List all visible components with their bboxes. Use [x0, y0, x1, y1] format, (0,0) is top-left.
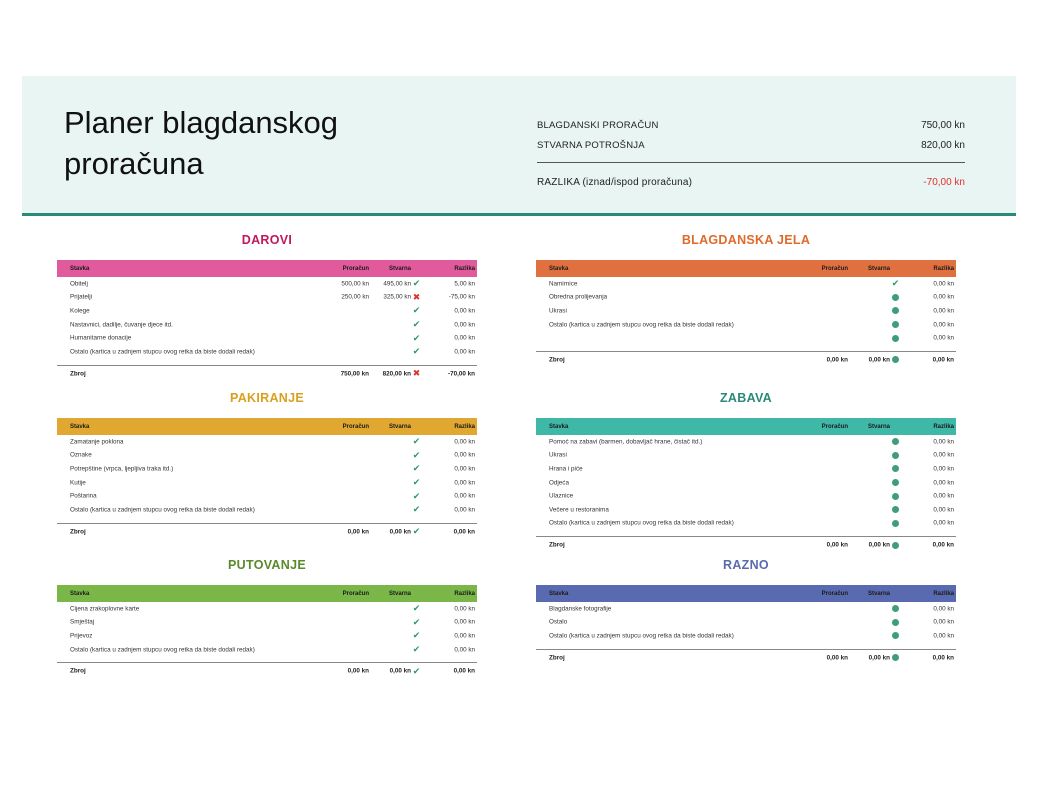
table-row[interactable]	[536, 435, 956, 449]
check-icon: ✔	[412, 504, 421, 515]
cross-icon: ✖	[412, 291, 421, 302]
col-header-actual[interactable]: Stvarna	[388, 423, 411, 430]
section-title: PAKIRANJE	[229, 391, 304, 405]
table-row[interactable]	[536, 602, 956, 616]
row-item[interactable]: Blagdanske fotografije	[549, 605, 612, 613]
check-icon: ✔	[412, 616, 421, 627]
section-title: PUTOVANJE	[228, 558, 306, 572]
actual-label: STVARNA POTROŠNJA	[537, 140, 645, 151]
table-row[interactable]	[57, 489, 477, 503]
row-item[interactable]: Prijevoz	[70, 632, 93, 640]
row-item[interactable]: Oznake	[70, 451, 92, 459]
total-label: Zbroj	[70, 370, 86, 378]
row-item[interactable]: Nastavnici, dadilje, čuvanje djece itd.	[70, 321, 173, 329]
section-title: BLAGDANSKA JELA	[681, 233, 811, 247]
row-item[interactable]: Ukrasi	[549, 451, 567, 459]
col-header-actual[interactable]: Stvarna	[388, 265, 411, 272]
total-row	[57, 662, 477, 679]
col-header-diff[interactable]: Razlika	[933, 423, 954, 430]
total-diff: 0,00 kn	[932, 541, 954, 549]
row-diff: 0,00 kn	[933, 465, 954, 473]
status-dot-icon	[891, 478, 900, 487]
row-actual[interactable]: 495,00 kn	[383, 280, 411, 288]
table-row[interactable]	[536, 476, 956, 490]
row-item[interactable]: Obitelj	[70, 280, 88, 288]
total-actual: 0,00 kn	[389, 528, 411, 536]
check-icon: ✔	[891, 278, 900, 289]
section-title: RAZNO	[723, 558, 769, 572]
total-budget: 0,00 kn	[347, 667, 369, 675]
row-item[interactable]: Zamatanje poklona	[70, 438, 124, 446]
total-row	[57, 523, 477, 540]
table-row[interactable]	[57, 318, 477, 332]
table-row[interactable]	[536, 616, 956, 630]
row-diff: 0,00 kn	[933, 492, 954, 500]
table-row[interactable]	[536, 489, 956, 503]
row-diff: 0,00 kn	[454, 307, 475, 315]
row-item[interactable]: Kolege	[70, 307, 90, 315]
total-diff: 0,00 kn	[453, 528, 475, 536]
total-diff: 0,00 kn	[932, 356, 954, 364]
section-pakiranje	[57, 388, 477, 540]
row-item[interactable]: Smještaj	[70, 618, 95, 626]
section-title: DAROVI	[241, 233, 293, 247]
col-header-diff[interactable]: Razlika	[454, 423, 475, 430]
row-diff: 0,00 kn	[933, 632, 954, 640]
summary-panel	[537, 116, 965, 193]
total-label: Zbroj	[549, 541, 565, 549]
actual-row	[537, 136, 965, 156]
col-header-budget[interactable]: Proračun	[342, 265, 369, 272]
table-header	[536, 418, 956, 435]
col-header-actual[interactable]: Stvarna	[867, 423, 890, 430]
section-darovi	[57, 230, 477, 382]
table-row[interactable]	[57, 602, 477, 616]
row-diff: 5,00 kn	[454, 280, 475, 288]
row-item[interactable]: Ulaznice	[549, 492, 574, 500]
row-diff: 0,00 kn	[454, 605, 475, 613]
status-dot-icon	[891, 631, 900, 640]
table-row[interactable]	[57, 503, 477, 517]
section-title: ZABAVA	[719, 391, 773, 405]
row-item[interactable]: Poštarina	[70, 492, 97, 500]
total-label: Zbroj	[70, 528, 86, 536]
table-row[interactable]	[536, 291, 956, 305]
check-icon: ✔	[412, 603, 421, 614]
row-budget[interactable]: 500,00 kn	[341, 280, 369, 288]
table-row[interactable]	[57, 462, 477, 476]
row-item[interactable]: Ostalo (kartica u zadnjem stupcu ovog retka da biste dodali redak)	[549, 519, 734, 527]
row-diff: 0,00 kn	[933, 506, 954, 514]
total-budget: 0,00 kn	[826, 654, 848, 662]
check-icon: ✔	[412, 436, 421, 447]
total-diff: -70,00 kn	[448, 370, 475, 378]
row-item[interactable]: Hrana i piće	[549, 465, 583, 473]
col-header-actual[interactable]: Stvarna	[867, 590, 890, 597]
table-row[interactable]	[57, 629, 477, 643]
total-budget: 0,00 kn	[826, 356, 848, 364]
table-row[interactable]	[57, 643, 477, 657]
total-actual: 0,00 kn	[868, 356, 890, 364]
row-diff: 0,00 kn	[933, 618, 954, 626]
row-diff: 0,00 kn	[454, 618, 475, 626]
row-diff: 0,00 kn	[933, 438, 954, 446]
table-row[interactable]	[536, 449, 956, 463]
status-dot-icon	[891, 618, 900, 627]
table-row[interactable]	[57, 345, 477, 359]
total-row	[536, 351, 956, 368]
table-header	[57, 260, 477, 277]
total-row	[536, 536, 956, 553]
actual-value: 820,00 kn	[921, 140, 965, 151]
status-dot-icon	[891, 437, 900, 446]
row-diff: -75,00 kn	[448, 293, 475, 301]
col-header-actual[interactable]: Stvarna	[867, 265, 890, 272]
row-diff: 0,00 kn	[933, 293, 954, 301]
total-actual: 820,00 kn	[382, 370, 411, 378]
table-header	[536, 585, 956, 602]
row-item[interactable]: Ostalo	[549, 618, 568, 626]
row-diff: 0,00 kn	[933, 605, 954, 613]
total-actual: 0,00 kn	[389, 667, 411, 675]
row-diff: 0,00 kn	[454, 438, 475, 446]
row-diff: 0,00 kn	[933, 451, 954, 459]
row-diff: 0,00 kn	[454, 348, 475, 356]
total-row	[536, 649, 956, 666]
col-header-item[interactable]: Stavka	[70, 265, 90, 272]
status-dot-icon	[891, 355, 900, 364]
total-actual: 0,00 kn	[868, 541, 890, 549]
table-row[interactable]	[536, 304, 956, 318]
check-icon: ✔	[412, 305, 421, 316]
col-header-diff[interactable]: Razlika	[933, 265, 954, 272]
col-header-budget[interactable]: Proračun	[821, 590, 848, 597]
check-icon: ✔	[412, 319, 421, 330]
row-item[interactable]: Odjeća	[549, 479, 569, 487]
col-header-budget[interactable]: Proračun	[342, 590, 369, 597]
row-budget[interactable]: 250,00 kn	[341, 293, 369, 301]
row-diff: 0,00 kn	[933, 307, 954, 315]
row-item[interactable]: Ostalo (kartica u zadnjem stupcu ovog retka da biste dodali redak)	[70, 348, 255, 356]
row-diff: 0,00 kn	[933, 519, 954, 527]
title-line-2: proračuna	[64, 146, 204, 181]
status-dot-icon	[891, 505, 900, 514]
row-item[interactable]: Potrepštine (vrpca, ljepljiva traka itd.)	[70, 465, 174, 473]
col-header-diff[interactable]: Razlika	[454, 265, 475, 272]
cross-icon: ✖	[412, 368, 421, 379]
check-icon: ✔	[412, 278, 421, 289]
row-diff: 0,00 kn	[454, 465, 475, 473]
col-header-item[interactable]: Stavka	[549, 590, 569, 597]
col-header-budget[interactable]: Proračun	[342, 423, 369, 430]
col-header-item[interactable]: Stavka	[70, 423, 90, 430]
table-row[interactable]	[536, 503, 956, 517]
status-dot-icon	[891, 492, 900, 501]
status-dot-icon	[891, 451, 900, 460]
status-dot-icon	[891, 306, 900, 315]
table-row[interactable]	[536, 629, 956, 643]
total-label: Zbroj	[549, 654, 565, 662]
row-item[interactable]: Ukrasi	[549, 307, 567, 315]
budget-label: BLAGDANSKI PRORAČUN	[537, 120, 659, 131]
table-row[interactable]	[57, 435, 477, 449]
title-line-1: Planer blagdanskog	[64, 105, 339, 140]
row-item[interactable]: Cijena zrakoplovne karte	[70, 605, 140, 613]
section-razno	[536, 555, 956, 666]
total-label: Zbroj	[549, 356, 565, 364]
col-header-item[interactable]: Stavka	[70, 590, 90, 597]
budget-row	[537, 116, 965, 136]
section-blagdanska-jela	[536, 230, 956, 368]
row-item[interactable]: Humanitarne donacije	[70, 334, 132, 342]
row-item[interactable]: Večere u restoranima	[549, 506, 609, 514]
row-item[interactable]: Prijatelji	[70, 293, 93, 301]
row-item[interactable]: Kutije	[70, 479, 86, 487]
total-budget: 0,00 kn	[826, 541, 848, 549]
status-dot-icon	[891, 519, 900, 528]
check-icon: ✔	[412, 477, 421, 488]
summary-header	[22, 76, 1016, 216]
total-row	[57, 365, 477, 382]
row-diff: 0,00 kn	[933, 321, 954, 329]
check-icon: ✔	[412, 449, 421, 460]
table-header	[536, 260, 956, 277]
row-item[interactable]: Namirnice	[549, 280, 578, 288]
check-icon: ✔	[412, 463, 421, 474]
diff-row	[537, 173, 965, 193]
status-dot-icon	[891, 293, 900, 302]
check-icon: ✔	[412, 644, 421, 655]
table-header	[57, 418, 477, 435]
row-diff: 0,00 kn	[933, 479, 954, 487]
section-zabava	[536, 388, 956, 553]
col-header-budget[interactable]: Proračun	[821, 423, 848, 430]
status-dot-icon	[891, 541, 900, 550]
total-budget: 0,00 kn	[347, 528, 369, 536]
row-diff: 0,00 kn	[454, 479, 475, 487]
check-icon: ✔	[412, 526, 421, 537]
row-diff: 0,00 kn	[454, 451, 475, 459]
table-row[interactable]	[57, 291, 477, 305]
col-header-item[interactable]: Stavka	[549, 265, 569, 272]
table-row[interactable]	[536, 277, 956, 291]
table-row[interactable]	[536, 462, 956, 476]
table-row[interactable]	[57, 304, 477, 318]
col-header-item[interactable]: Stavka	[549, 423, 569, 430]
row-item[interactable]: Ostalo (kartica u zadnjem stupcu ovog retka da biste dodali redak)	[549, 632, 734, 640]
row-item[interactable]: Ostalo (kartica u zadnjem stupcu ovog retka da biste dodali redak)	[549, 321, 734, 329]
diff-value: -70,00 kn	[923, 177, 965, 188]
status-dot-icon	[891, 334, 900, 343]
total-diff: 0,00 kn	[932, 654, 954, 662]
col-header-diff[interactable]: Razlika	[454, 590, 475, 597]
row-item[interactable]: Ostalo (kartica u zadnjem stupcu ovog retka da biste dodali redak)	[70, 506, 255, 514]
table-row[interactable]	[57, 277, 477, 291]
total-budget: 750,00 kn	[340, 370, 369, 378]
table-row[interactable]	[536, 318, 956, 332]
row-diff: 0,00 kn	[454, 334, 475, 342]
col-header-actual[interactable]: Stvarna	[388, 590, 411, 597]
total-actual: 0,00 kn	[868, 654, 890, 662]
row-item[interactable]: Pomoć na zabavi (barmen, dobavljač hrane, čistač itd.)	[549, 438, 703, 446]
row-diff: 0,00 kn	[454, 492, 475, 500]
total-diff: 0,00 kn	[453, 667, 475, 675]
col-header-diff[interactable]: Razlika	[933, 590, 954, 597]
status-dot-icon	[891, 320, 900, 329]
table-row[interactable]	[536, 517, 956, 531]
budget-value[interactable]: 750,00 kn	[921, 120, 965, 131]
check-icon: ✔	[412, 630, 421, 641]
status-dot-icon	[891, 604, 900, 613]
check-icon: ✔	[412, 346, 421, 357]
col-header-budget[interactable]: Proračun	[821, 265, 848, 272]
diff-label: RAZLIKA (iznad/ispod proračuna)	[537, 177, 693, 188]
status-dot-icon	[891, 464, 900, 473]
check-icon: ✔	[412, 332, 421, 343]
page-title	[64, 102, 394, 184]
table-row[interactable]	[57, 449, 477, 463]
check-icon: ✔	[412, 665, 421, 676]
section-putovanje	[57, 555, 477, 679]
row-actual[interactable]: 325,00 kn	[383, 293, 411, 301]
row-item[interactable]: Obredna prolijevanja	[549, 293, 608, 301]
table-row[interactable]	[536, 331, 956, 345]
row-diff: 0,00 kn	[933, 334, 954, 342]
total-label: Zbroj	[70, 667, 86, 675]
row-diff: 0,00 kn	[454, 321, 475, 329]
row-diff: 0,00 kn	[454, 646, 475, 654]
row-diff: 0,00 kn	[933, 280, 954, 288]
table-header	[57, 585, 477, 602]
row-diff: 0,00 kn	[454, 506, 475, 514]
row-diff: 0,00 kn	[454, 632, 475, 640]
table-row[interactable]	[57, 616, 477, 630]
check-icon: ✔	[412, 490, 421, 501]
status-dot-icon	[891, 653, 900, 662]
summary-divider	[537, 162, 965, 163]
table-row[interactable]	[57, 331, 477, 345]
table-row[interactable]	[57, 476, 477, 490]
row-item[interactable]: Ostalo (kartica u zadnjem stupcu ovog retka da biste dodali redak)	[70, 646, 255, 654]
